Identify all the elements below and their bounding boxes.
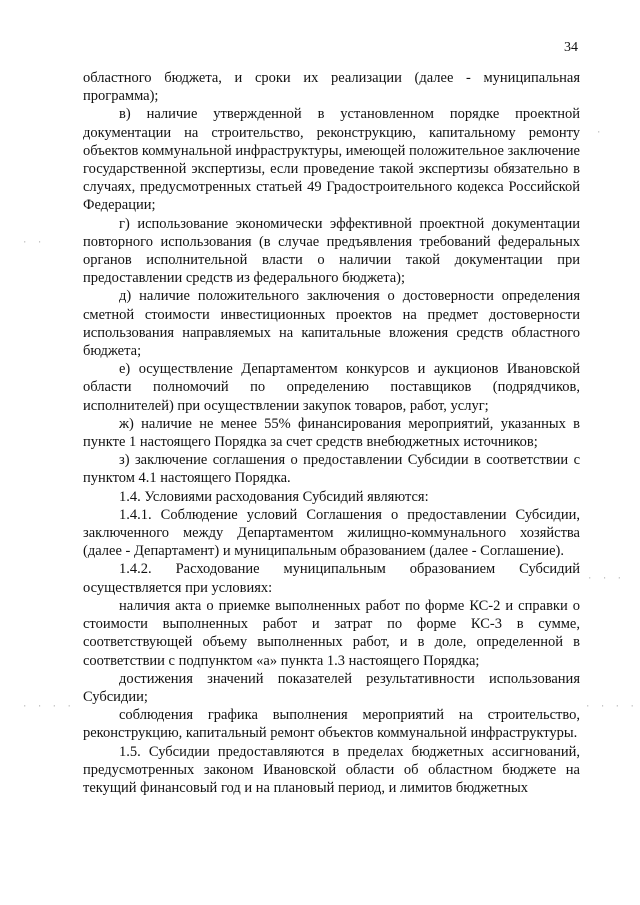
page-number: 34 bbox=[564, 40, 578, 55]
paragraph: наличия акта о приемке выполненных работ по форме КС-2 и справки о стоимости выполненных работ и затрат по форме КС-3 в сумме, соответствующей объему выполненных работ, и в доле, определенной в соответствии с подпунктом «а» пункта 1.3 настоящего Порядка; bbox=[83, 597, 580, 669]
paragraph: 1.4.2. Расходование муниципальным образованием Субсидий осуществляется при условиях: bbox=[83, 561, 580, 596]
paragraph: областного бюджета, и сроки их реализации (далее - муниципальная программа); bbox=[83, 70, 580, 105]
document-body bbox=[83, 69, 580, 797]
scan-artifact: · bbox=[596, 128, 604, 138]
scan-artifact: · · · bbox=[587, 574, 625, 584]
paragraph: з) заключение соглашения о предоставлении Субсидии в соответствии с пунктом 4.1 настоящего Порядка. bbox=[83, 452, 580, 487]
paragraph: д) наличие положительного заключения о достоверности определения сметной стоимости инвестиционных проектов на предмет достоверности использования направляемых на капитальные вложения средств областного бюджета; bbox=[83, 288, 580, 360]
paragraph: г) использование экономически эффективной проектной документации повторного использования (в случае предъявления требований федеральных органов исполнительной власти о наличии такой документации при предоставлении средств из федерального бюджета); bbox=[83, 215, 580, 287]
paragraph: ж) наличие не менее 55% финансирования мероприятий, указанных в пункте 1 настоящего Порядка за счет средств внебюджетных источников; bbox=[83, 415, 580, 451]
paragraph: е) осуществление Департаментом конкурсов и аукционов Ивановской области полномочий по определению поставщиков (подрядчиков, исполнителей) при осуществлении закупок товаров, работ, услуг; bbox=[83, 361, 580, 414]
paragraph: 1.4. Условиями расходования Субсидий являются: bbox=[119, 488, 429, 505]
paragraph: в) наличие утвержденной в установленном порядке проектной документации на строительство, реконструкцию, капитальному ремонту объектов коммунальной инфраструктуры, имеющей положительное заключение государственной экспертизы, если проведение такой экспертизы обязательно в случаях, предусмотренных статьей 49 Градостроительного кодекса Российской Федерации; bbox=[83, 106, 580, 214]
scan-artifact: · · · · bbox=[22, 702, 74, 712]
scan-artifact: · · · · bbox=[585, 702, 637, 712]
paragraph: достижения значений показателей результативности использования Субсидии; bbox=[83, 670, 580, 705]
paragraph: 1.4.1. Соблюдение условий Соглашения о предоставлении Субсидии, заключенного между Департаментом жилищно-коммунального хозяйства (далее - Департамент) и муниципальным образованием (далее - Соглашение). bbox=[83, 506, 580, 560]
paragraph: 1.5. Субсидии предоставляются в пределах бюджетных ассигнований, предусмотренных законом Ивановской области об областном бюджете на текущий финансовый год и на плановый период, и лимитов бюджетных bbox=[83, 743, 580, 796]
paragraph: соблюдения графика выполнения мероприятий на строительство, реконструкцию, капитальный ремонт объектов коммунальной инфраструктуры. bbox=[83, 707, 580, 742]
scan-artifact: · · bbox=[22, 238, 45, 248]
